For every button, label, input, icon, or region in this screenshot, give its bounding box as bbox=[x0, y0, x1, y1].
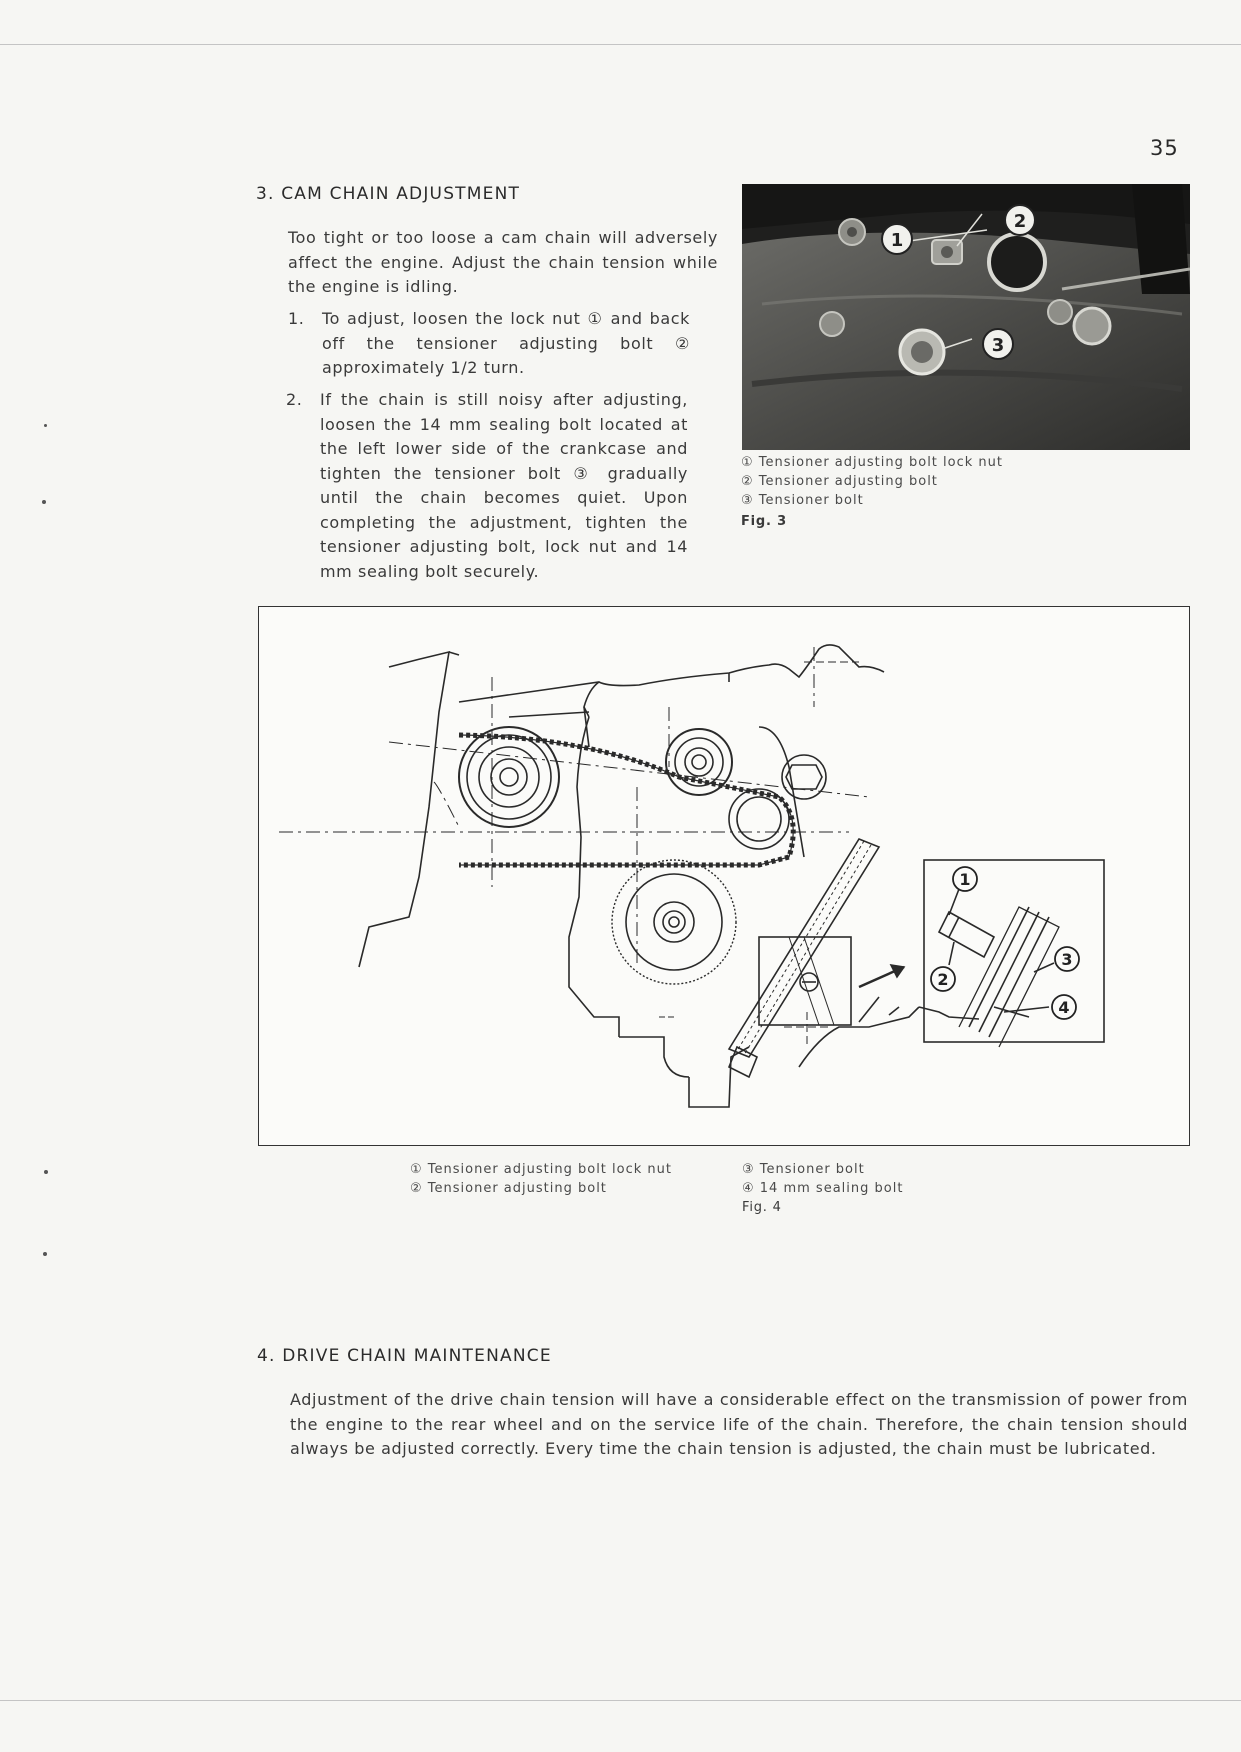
callout-1 bbox=[953, 867, 977, 891]
bottom-rule bbox=[0, 1700, 1241, 1701]
margin-speck bbox=[43, 1252, 47, 1256]
fig3-caption bbox=[741, 453, 1003, 510]
photo-marker-2 bbox=[1005, 205, 1035, 235]
fig4-diagram bbox=[258, 606, 1190, 1146]
section-4-heading: 4. DRIVE CHAIN MAINTENANCE bbox=[257, 1346, 552, 1366]
caption-line: ② Tensioner adjusting bolt bbox=[410, 1181, 607, 1196]
marker-text: 1 bbox=[890, 230, 904, 251]
callout-text: 3 bbox=[1061, 950, 1073, 969]
fig3-label: Fig. 3 bbox=[741, 514, 787, 529]
fig4-caption-right bbox=[742, 1160, 903, 1198]
step-number: 2. bbox=[286, 390, 303, 409]
step-number: 1. bbox=[288, 309, 305, 328]
page-number: 35 bbox=[1150, 136, 1179, 160]
cam-chain-diagram bbox=[259, 607, 1187, 1143]
margin-speck bbox=[44, 1170, 48, 1174]
photo-marker-1 bbox=[882, 224, 912, 254]
margin-speck bbox=[44, 424, 47, 427]
step-1 bbox=[288, 307, 718, 381]
fig3-engine-photo bbox=[742, 184, 1190, 450]
photo-marker-3 bbox=[983, 329, 1013, 359]
callout-text: 2 bbox=[937, 970, 949, 989]
section-4-body: Adjustment of the drive chain tension will have a considerable effect on the transmission of power from the engine to the rear wheel and on the service life of the chain. Therefore, the chain tension should always be adjusted correctly. Every time the chain tension is adjusted, the chain must be lubricated. bbox=[290, 1390, 1188, 1458]
step-2 bbox=[286, 388, 718, 588]
callout-text: 4 bbox=[1058, 998, 1070, 1017]
caption-line: ④ 14 mm sealing bolt bbox=[742, 1181, 904, 1196]
fig4-label: Fig. 4 bbox=[742, 1200, 782, 1215]
step-text: To adjust, loosen the lock nut ① and back off the tensioner adjusting bolt ② approximately 1/2 turn. bbox=[322, 309, 690, 377]
section-3-intro: Too tight or too loose a cam chain will adversely affect the engine. Adjust the chain tension while the engine is idling. bbox=[288, 228, 718, 296]
margin-speck bbox=[42, 500, 46, 504]
marker-text: 3 bbox=[991, 335, 1005, 356]
callout-text: 1 bbox=[959, 870, 971, 889]
caption-line: ③ Tensioner bolt bbox=[742, 1162, 865, 1177]
top-rule bbox=[0, 44, 1241, 45]
fig4-caption-left bbox=[410, 1160, 672, 1198]
step-text: If the chain is still noisy after adjusting, loosen the 14 mm sealing bolt located at the left lower side of the crankcase and tighten the tensioner bolt ③ gradually until the chain becomes quiet. Upon completing the adjustment, tighten the tensioner adjusting bolt, lock nut and 14 mm sealing bolt securely. bbox=[320, 390, 688, 581]
engine-photo-illustration bbox=[742, 184, 1190, 450]
callout-4 bbox=[1052, 995, 1076, 1019]
caption-line: ① Tensioner adjusting bolt lock nut bbox=[741, 455, 1003, 470]
caption-line: ② Tensioner adjusting bolt bbox=[741, 474, 938, 489]
caption-line: ① Tensioner adjusting bolt lock nut bbox=[410, 1162, 672, 1177]
callout-2 bbox=[931, 967, 955, 991]
section-3-heading: 3. CAM CHAIN ADJUSTMENT bbox=[256, 184, 521, 204]
caption-line: ③ Tensioner bolt bbox=[741, 493, 864, 508]
marker-text: 2 bbox=[1013, 211, 1027, 232]
callout-3 bbox=[1055, 947, 1079, 971]
